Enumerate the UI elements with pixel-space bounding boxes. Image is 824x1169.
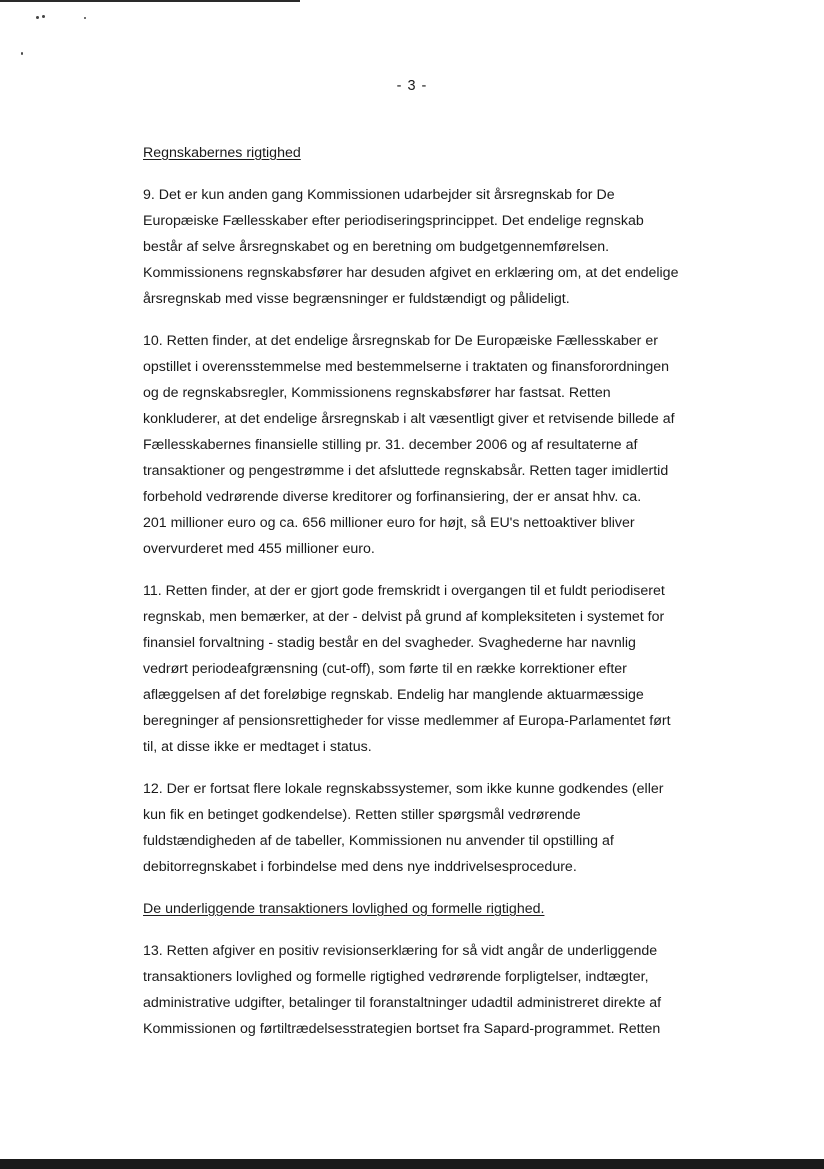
text-line: årsregnskab med visse begrænsninger er fuldstændigt og pålideligt. (143, 291, 570, 307)
section-heading (143, 896, 723, 922)
scan-speck (84, 17, 86, 19)
paragraph (143, 578, 723, 760)
scan-speck (42, 15, 45, 18)
text-line: Fællesskabernes finansielle stilling pr. 31. december 2006 og af resultaterne af (143, 437, 638, 453)
paragraph (143, 328, 723, 562)
text-line: og de regnskabsregler, Kommissionens regnskabsfører har fastsat. Retten (143, 385, 611, 401)
text-line: transaktioner og pengestrømme i det afsluttede regnskabsår. Retten tager imidlertid (143, 463, 669, 479)
text-line: fuldstændigheden af de tabeller, Kommissionen nu anvender til opstilling af (143, 833, 614, 849)
text-line: 12. Der er fortsat flere lokale regnskabssystemer, som ikke kunne godkendes (eller (143, 781, 664, 797)
paragraph (143, 776, 723, 880)
text-line: Regnskabernes rigtighed (143, 145, 301, 161)
scan-speck (21, 52, 23, 55)
scan-speck (36, 16, 39, 19)
text-line: overvurderet med 455 millioner euro. (143, 541, 375, 557)
text-line: aflæggelsen af det foreløbige regnskab. Endelig har manglende aktuarmæssige (143, 687, 644, 703)
section-heading (143, 140, 723, 166)
text-line: 13. Retten afgiver en positiv revisionserklæring for så vidt angår de underliggende (143, 943, 658, 959)
text-line: opstillet i overensstemmelse med bestemmelserne i traktaten og finansforordningen (143, 359, 669, 375)
text-line: beregninger af pensionsrettigheder for visse medlemmer af Europa-Parlamentet ført (143, 713, 671, 729)
text-line: 9. Det er kun anden gang Kommissionen udarbejder sit årsregnskab for De (143, 187, 615, 203)
text-line: Kommissionen og førtiltrædelsesstrategien bortset fra Sapard-programmet. Retten (143, 1021, 661, 1037)
text-line: administrative udgifter, betalinger til foranstaltninger udadtil administreret direkte af (143, 995, 662, 1011)
paragraph (143, 938, 723, 1042)
text-line: Europæiske Fællesskaber efter periodiseringsprincippet. Det endelige regnskab (143, 213, 644, 229)
text-line: vedrørt periodeafgrænsning (cut-off), som førte til en række korrektioner efter (143, 661, 627, 677)
text-line: består af selve årsregnskabet og en beretning om budgetgennemførelsen. (143, 239, 610, 255)
text-line: 10. Retten finder, at det endelige årsregnskab for De Europæiske Fællesskaber er (143, 333, 658, 349)
text-line: 11. Retten finder, at der er gjort gode fremskridt i overgangen til et fuldt periodiseret (143, 583, 665, 599)
text-line: konkluderer, at det endelige årsregnskab i alt væsentligt giver et retvisende billede af (143, 411, 675, 427)
text-line: De underliggende transaktioners lovlighed og formelle rigtighed. (143, 901, 545, 917)
text-line: finansiel forvaltning - stadig består en del svagheder. Svaghederne har navnlig (143, 635, 636, 651)
text-line: transaktioners lovlighed og formelle rigtighed vedrørende forpligtelser, indtægter, (143, 969, 649, 985)
page-number: - 3 - (396, 78, 428, 94)
text-line: debitorregnskabet i forbindelse med dens nye inddrivelsesprocedure. (143, 859, 577, 875)
scan-top-rule (0, 0, 300, 2)
text-line: 201 millioner euro og ca. 656 millioner euro for højt, så EU's nettoaktiver bliver (143, 515, 635, 531)
paragraph (143, 182, 723, 312)
text-line: Kommissionens regnskabsfører har desuden afgivet en erklæring om, at det endelige (143, 265, 679, 281)
text-line: kun fik en betinget godkendelse). Retten stiller spørgsmål vedrørende (143, 807, 581, 823)
text-line: til, at disse ikke er medtaget i status. (143, 739, 372, 755)
text-line: forbehold vedrørende diverse kreditorer og forfinansiering, der er ansat hhv. ca. (143, 489, 642, 505)
text-line: regnskab, men bemærker, at der - delvist på grund af kompleksiteten i systemet for (143, 609, 665, 625)
scan-bottom-rule (0, 1159, 824, 1169)
document-body (143, 140, 723, 1058)
